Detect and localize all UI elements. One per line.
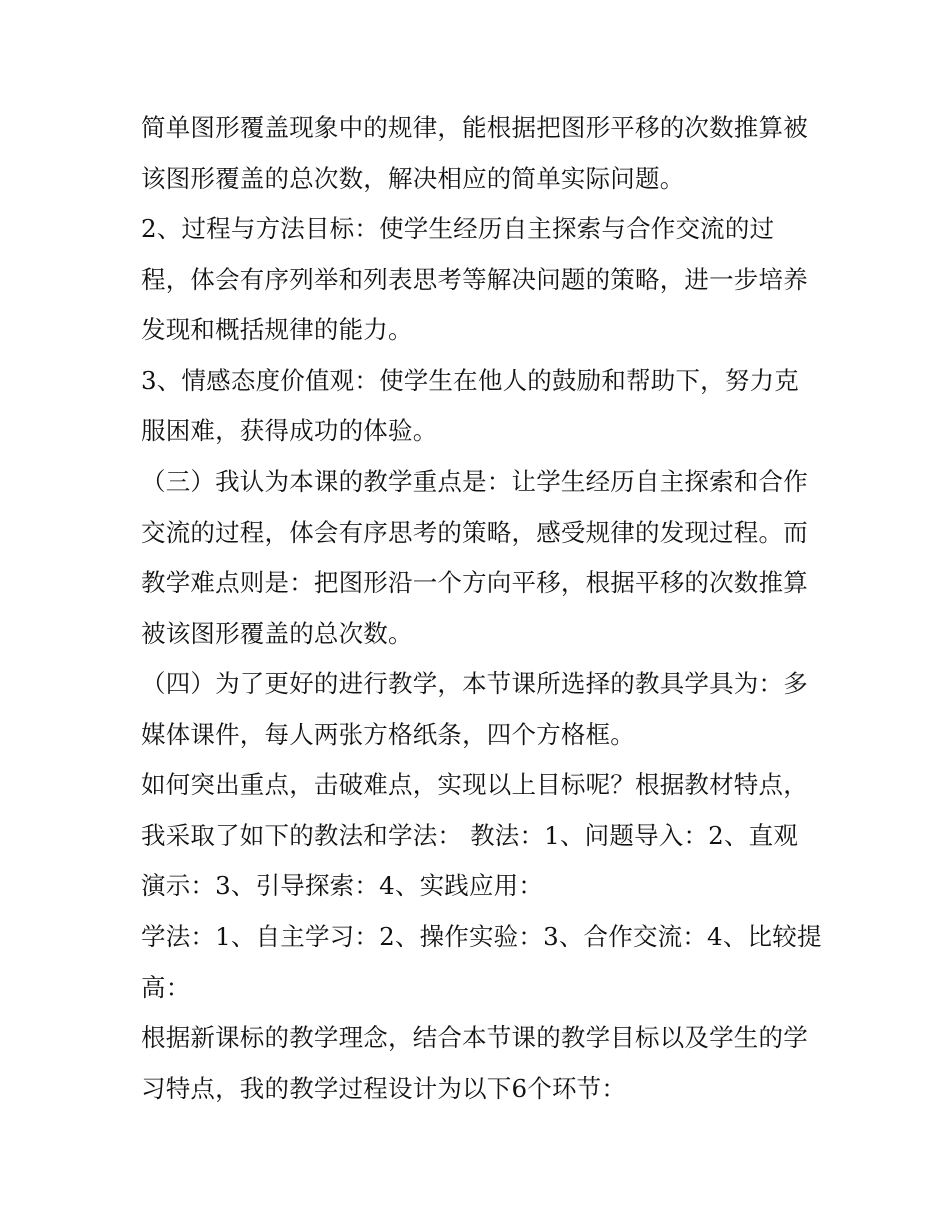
text-line: 程，体会有序列举和列表思考等解决问题的策略，进一步培养 — [141, 265, 808, 294]
text-line: 服困难，获得成功的体验。 — [141, 416, 438, 445]
text-line: 简单图形覆盖现象中的规律，能根据把图形平移的次数推算被 — [141, 113, 808, 142]
text-line: 学法：1、自主学习：2、操作实验：3、合作交流：4、比较提 — [141, 922, 822, 951]
text-line: 3、情感态度价值观：使学生在他人的鼓励和帮助下，努力克 — [141, 366, 799, 395]
text-line: 根据新课标的教学理念，结合本节课的教学目标以及学生的学 — [141, 1023, 808, 1052]
text-line: 被该图形覆盖的总次数。 — [141, 619, 413, 648]
text-line: （三）我认为本课的教学重点是：让学生经历自主探索和合作 — [141, 467, 808, 496]
text-line: 演示：3、引导探索：4、实践应用： — [141, 871, 544, 900]
text-line: 该图形覆盖的总次数，解决相应的简单实际问题。 — [141, 164, 685, 193]
text-line: 高： — [141, 973, 191, 1002]
text-line: 习特点，我的教学过程设计为以下6个环节： — [141, 1074, 627, 1103]
text-line: 我采取了如下的教法和学法： 教法：1、问题导入：2、直观 — [141, 821, 799, 850]
text-line: 交流的过程，体会有序思考的策略，感受规律的发现过程。而 — [141, 518, 808, 547]
text-line: 教学难点则是：把图形沿一个方向平移，根据平移的次数推算 — [141, 568, 808, 597]
text-line: 如何突出重点，击破难点，实现以上目标呢？根据教材特点， — [141, 770, 808, 799]
text-line: 发现和概括规律的能力。 — [141, 315, 413, 344]
text-line: 媒体课件，每人两张方格纸条，四个方格框。 — [141, 720, 635, 749]
text-line: （四）为了更好的进行教学，本节课所选择的教具学具为：多 — [141, 669, 808, 698]
text-line: 2、过程与方法目标：使学生经历自主探索与合作交流的过 — [141, 214, 775, 243]
